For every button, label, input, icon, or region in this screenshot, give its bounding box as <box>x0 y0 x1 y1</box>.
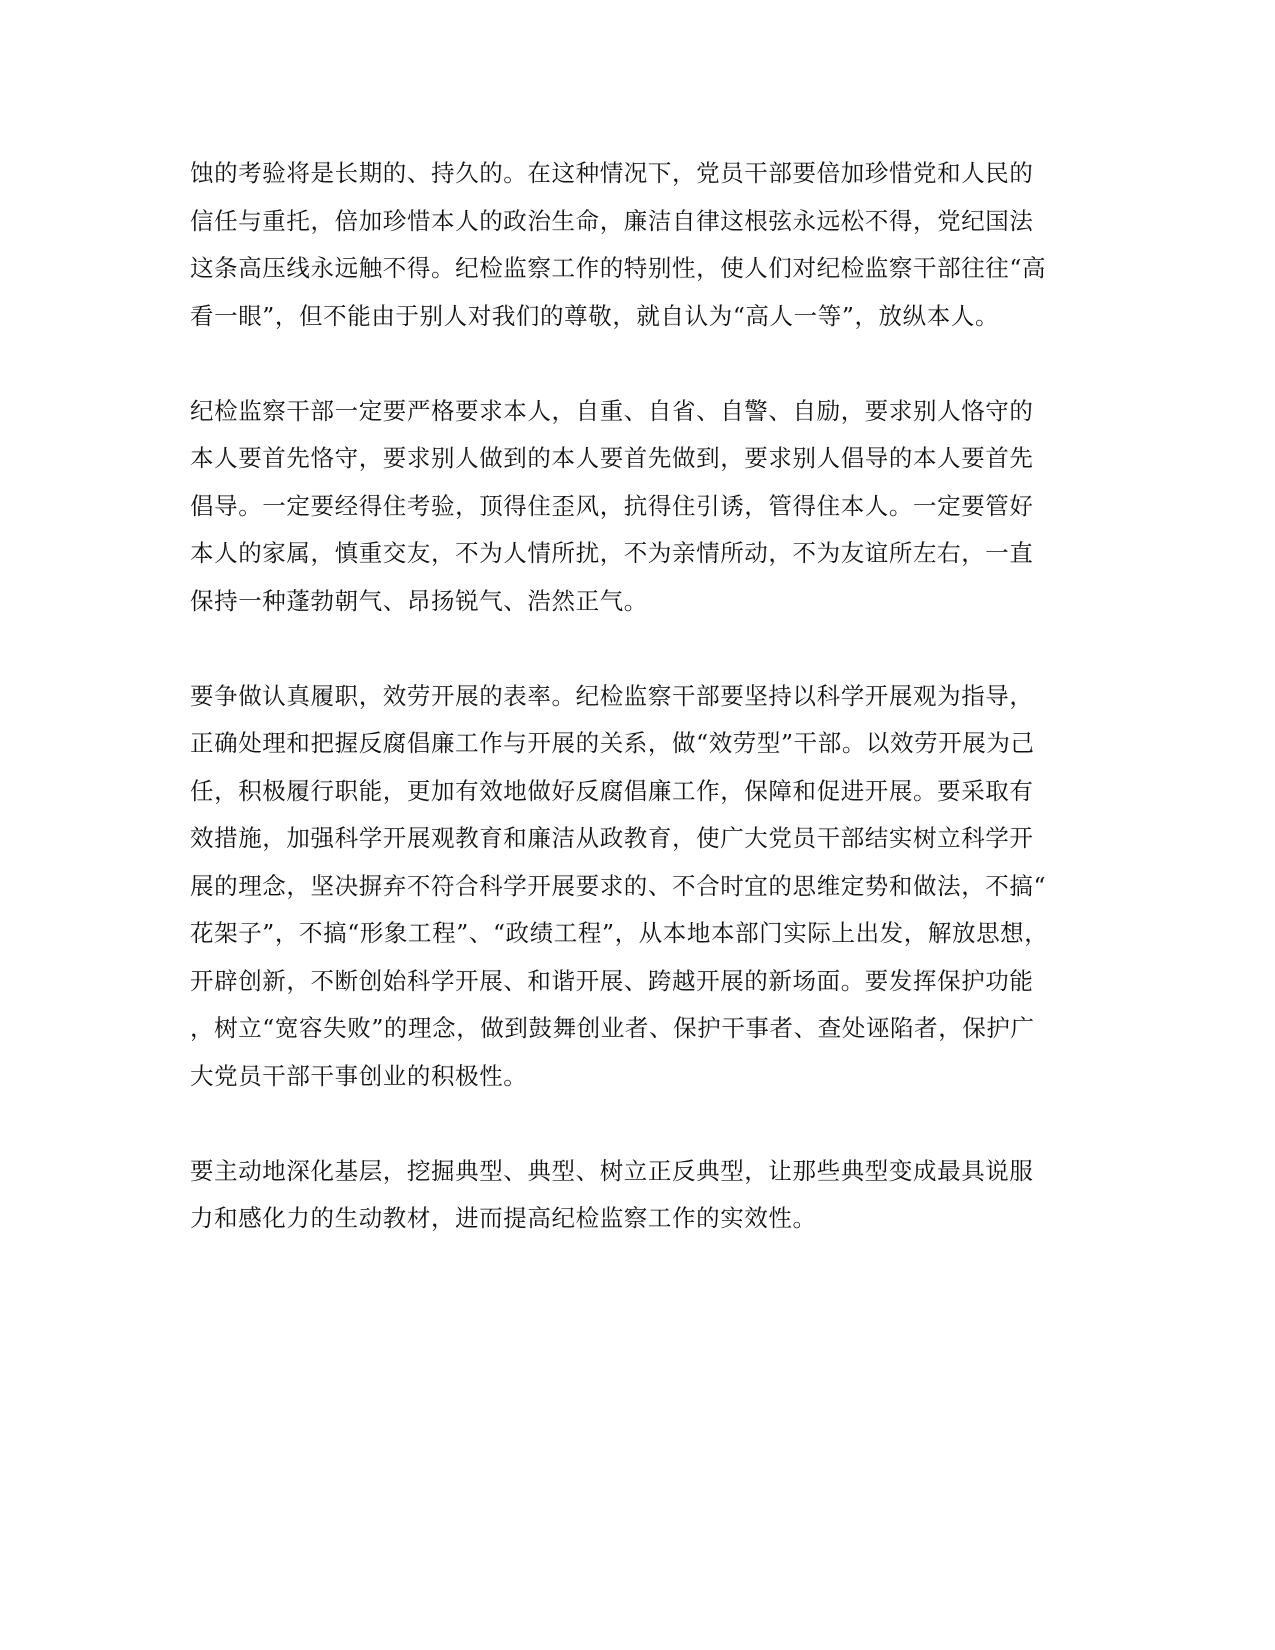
paragraph-1 <box>190 150 1070 340</box>
text-line: 蚀的考验将是长期的、持久的。在这种情况下，党员干部要倍加珍惜党和人民的 <box>190 159 1034 187</box>
text-line: 纪检监察干部一定要严格要求本人，自重、自省、自警、自励，要求别人恪守的 <box>190 396 1034 425</box>
text-line: 力和感化力的生动教材，进而提高纪检监察工作的实效性。 <box>190 1204 817 1232</box>
text-line: 展的理念，坚决摒弃不符合科学开展要求的、不合时宜的思维定势和做法，不搞“ <box>190 871 1047 900</box>
text-line: 信任与重托，倍加珍惜本人的政治生命，廉洁自律这根弦永远松不得，党纪国法 <box>190 206 1034 235</box>
text-line: 倡导。一定要经得住考验，顶得住歪风，抗得住引诱，管得住本人。一定要管好 <box>190 491 1034 520</box>
text-line: 要争做认真履职，效劳开展的表率。纪检监察干部要坚持以科学开展观为指导， <box>190 681 1034 710</box>
text-line: 本人的家属，慎重交友，不为人情所扰，不为亲情所动，不为友谊所左右，一直 <box>190 539 1034 567</box>
paragraph-2 <box>190 388 1070 626</box>
paragraph-4 <box>190 1148 1070 1243</box>
text-line: ，树立“宽容失败”的理念，做到鼓舞创业者、保护干事者、查处诬陷者，保护广 <box>190 1014 1035 1042</box>
text-line: 正确处理和把握反腐倡廉工作与开展的关系，做“效劳型”干部。以效劳开展为己 <box>190 729 1035 757</box>
text-line: 任，积极履行职能，更加有效地做好反腐倡廉工作，保障和促进开展。要采取有 <box>190 776 1034 805</box>
text-line: 要主动地深化基层，挖掘典型、典型、树立正反典型，让那些典型变成最具说服 <box>190 1156 1034 1185</box>
document-body <box>190 150 1070 1243</box>
text-line: 看一眼”，但不能由于别人对我们的尊敬，就自认为“高人一等”，放纵本人。 <box>190 301 1000 330</box>
text-line: 保持一种蓬勃朝气、昂扬锐气、浩然正气。 <box>190 586 648 615</box>
text-line: 开辟创新，不断创始科学开展、和谐开展、跨越开展的新场面。要发挥保护功能 <box>190 966 1034 995</box>
paragraph-3 <box>190 673 1070 1101</box>
text-line: 大党员干部干事创业的积极性。 <box>190 1061 528 1090</box>
text-line: 效措施，加强科学开展观教育和廉洁从政教育，使广大党员干部结实树立科学开 <box>190 824 1034 852</box>
text-line: 花架子”，不搞“形象工程”、“政绩工程”，从本地本部门实际上出发，解放思想， <box>190 919 1049 947</box>
text-line: 这条高压线永远触不得。纪检监察工作的特别性，使人们对纪检监察干部往往“高 <box>190 254 1047 282</box>
text-line: 本人要首先恪守，要求别人做到的本人要首先做到，要求别人倡导的本人要首先 <box>190 444 1034 472</box>
